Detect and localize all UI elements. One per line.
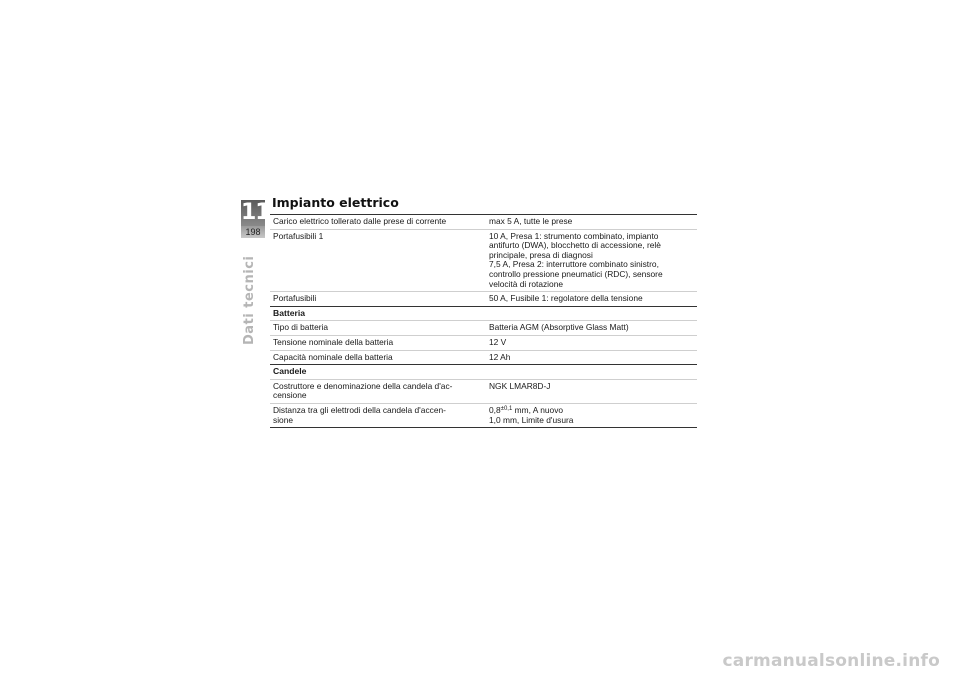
row-value xyxy=(483,404,697,427)
row-label: Portafusibili 1 xyxy=(273,230,324,241)
tolerance-superscript: ±0,1 xyxy=(500,405,513,412)
value-line: 10 A, Presa 1: strumento combinato, impianto xyxy=(489,230,659,241)
value-base: 0,8 xyxy=(489,404,501,415)
row-value: Batteria AGM (Absorptive Glass Matt) xyxy=(489,322,629,333)
table-row xyxy=(270,404,697,428)
table-row xyxy=(270,215,697,230)
row-label: Tipo di batteria xyxy=(273,322,329,333)
group-heading-spark-plugs: Candele xyxy=(270,365,697,380)
table-row xyxy=(270,351,697,366)
value-line: controllo pressione pneumatici (RDC), sensore xyxy=(489,268,663,279)
label-line: Costruttore e denominazione della candela d'ac- xyxy=(273,380,453,391)
row-label: Capacità nominale della batteria xyxy=(273,351,393,362)
row-value: max 5 A, tutte le prese xyxy=(489,216,573,226)
row-label xyxy=(270,404,483,427)
value-line: velocità di rotazione xyxy=(489,278,564,289)
table-row xyxy=(270,230,697,293)
table-row xyxy=(270,292,697,307)
table-row xyxy=(270,380,697,404)
value-line: 7,5 A, Presa 2: interruttore combinato sinistro, xyxy=(489,259,659,270)
row-value: NGK LMAR8D-J xyxy=(489,380,551,391)
row-value: 12 Ah xyxy=(489,351,511,362)
label-line: censione xyxy=(273,390,307,401)
table-row xyxy=(270,336,697,351)
label-line: sione xyxy=(273,414,294,425)
row-label: Portafusibili xyxy=(273,293,317,304)
row-label: Carico elettrico tollerato dalle prese di corrente xyxy=(273,216,447,226)
row-value: 50 A, Fusibile 1: regolatore della tensione xyxy=(489,293,643,304)
value-line: 1,0 mm, Limite d'usura xyxy=(489,414,574,425)
group-heading-battery: Batteria xyxy=(270,307,697,322)
page-number: 198 xyxy=(241,226,265,238)
value-line: antifurto (DWA), blocchetto di accessione, relè xyxy=(489,240,661,251)
section-title: Impianto elettrico xyxy=(272,195,399,210)
row-label xyxy=(270,380,483,403)
row-value xyxy=(483,230,697,292)
chapter-number-tab: 11 xyxy=(241,200,270,225)
spec-table xyxy=(270,214,697,428)
watermark-text: carmanualsonline.info xyxy=(722,651,940,671)
value-line: principale, presa di diagnosi xyxy=(489,249,593,260)
chapter-side-title-text: Dati tecnici xyxy=(242,255,257,345)
row-value: 12 V xyxy=(489,336,507,347)
row-label: Tensione nominale della batteria xyxy=(273,336,394,347)
label-line: Distanza tra gli elettrodi della candela d'accen- xyxy=(273,404,446,415)
value-rest: mm, A nuovo xyxy=(512,404,564,415)
table-row xyxy=(270,321,697,336)
